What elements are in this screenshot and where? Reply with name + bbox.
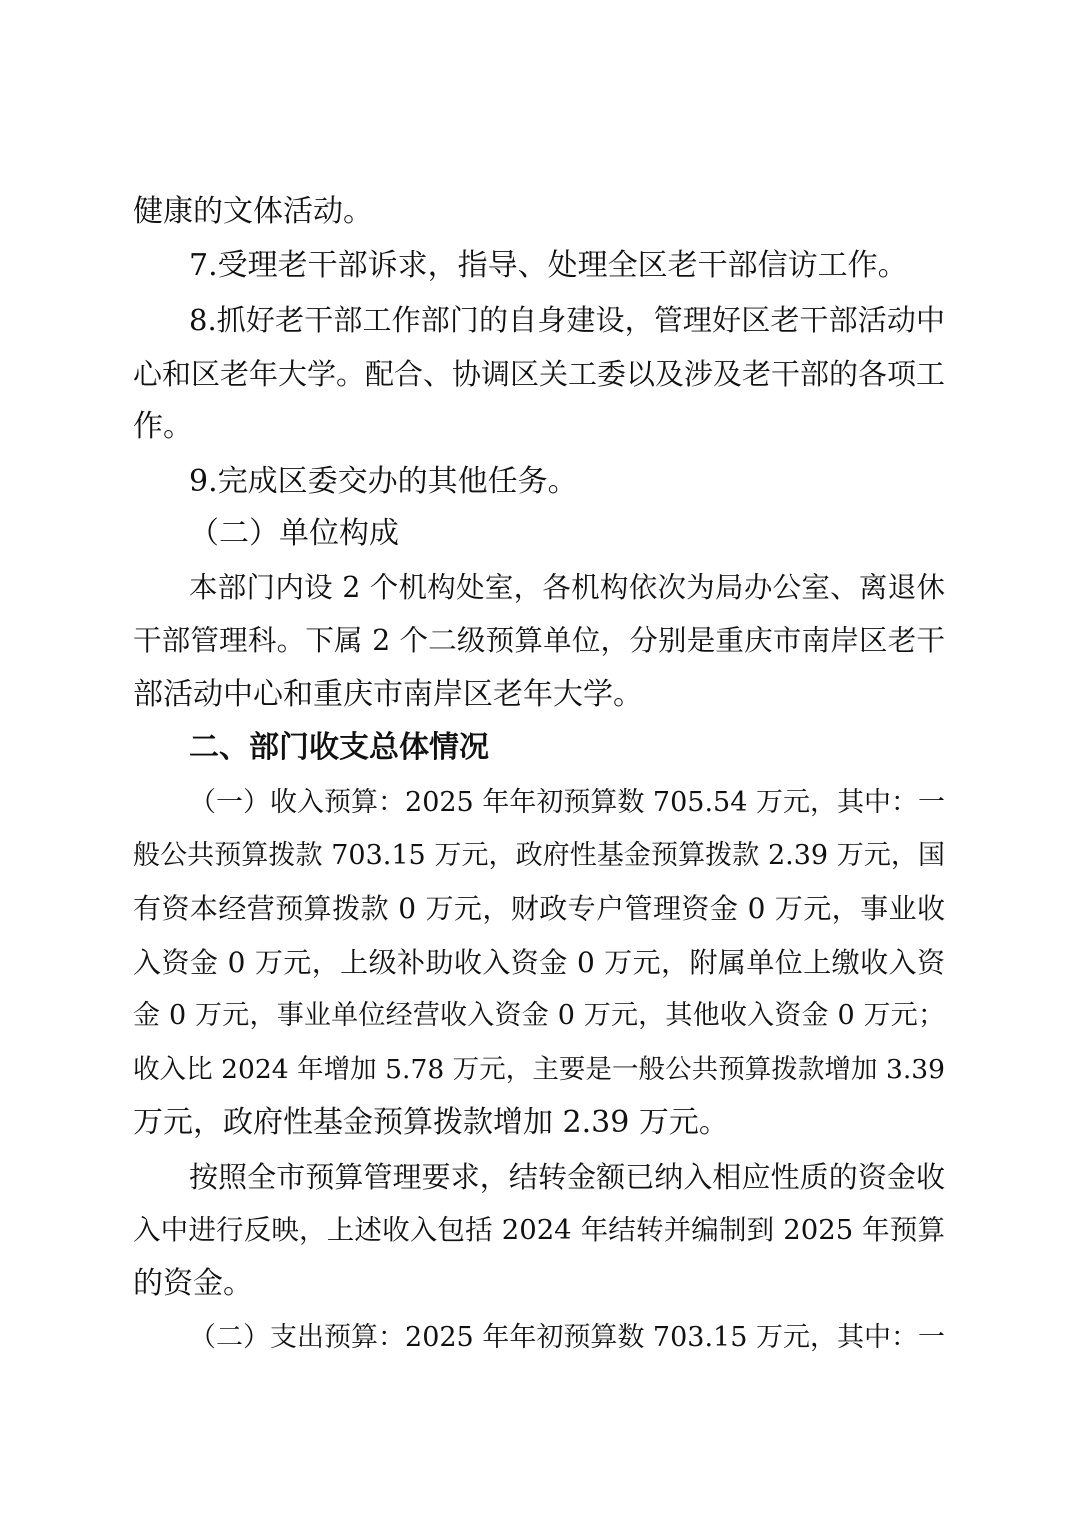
text-line: 干部管理科。下属 2 个二级预算单位，分别是重庆市南岸区老干 [133, 624, 945, 657]
section-heading: 二、部门收支总体情况 [189, 730, 489, 765]
text-line: 金 0 万元，事业单位经营收入资金 0 万元，其他收入资金 0 万元； [133, 1000, 945, 1031]
paragraph-line: （二）支出预算：2025 年年初预算数 703.15 万元，其中：一 [189, 1322, 945, 1353]
text-line: 有资本经营预算拨款 0 万元，财政专户管理资金 0 万元，事业收 [133, 892, 945, 925]
paragraph-line: （一）收入预算：2025 年年初预算数 705.54 万元，其中：一 [189, 787, 945, 818]
text-line: 入资金 0 万元，上级补助收入资金 0 万元，附属单位上缴收入资 [133, 946, 945, 979]
text-line: 般公共预算拨款 703.15 万元，政府性基金预算拨款 2.39 万元，国 [133, 840, 945, 871]
subsection-heading: （二）单位构成 [189, 516, 399, 551]
text-line: 入中进行反映，上述收入包括 2024 年结转并编制到 2025 年预算 [133, 1214, 945, 1246]
list-item-7: 7.受理老干部诉求，指导、处理全区老干部信访工作。 [189, 248, 908, 283]
text-line: 心和区老年大学。配合、协调区关工委以及涉及老干部的各项工 [133, 357, 945, 391]
text-line: 的资金。 [133, 1266, 253, 1301]
text-line: 健康的文体活动。 [133, 194, 373, 229]
text-line: 部活动中心和重庆市南岸区老年大学。 [133, 677, 643, 712]
list-item-8: 8.抓好老干部工作部门的自身建设，管理好区老干部活动中 [189, 303, 945, 337]
list-item-9: 9.完成区委交办的其他任务。 [189, 464, 578, 499]
paragraph-line: 本部门内设 2 个机构处室，各机构依次为局办公室、离退休 [189, 571, 945, 604]
text-line: 万元，政府性基金预算拨款增加 2.39 万元。 [133, 1105, 729, 1140]
text-line: 收入比 2024 年增加 5.78 万元，主要是一般公共预算拨款增加 3.39 [133, 1054, 945, 1085]
paragraph-line: 按照全市预算管理要求，结转金额已纳入相应性质的资金收 [189, 1160, 945, 1194]
text-line: 作。 [133, 409, 193, 444]
